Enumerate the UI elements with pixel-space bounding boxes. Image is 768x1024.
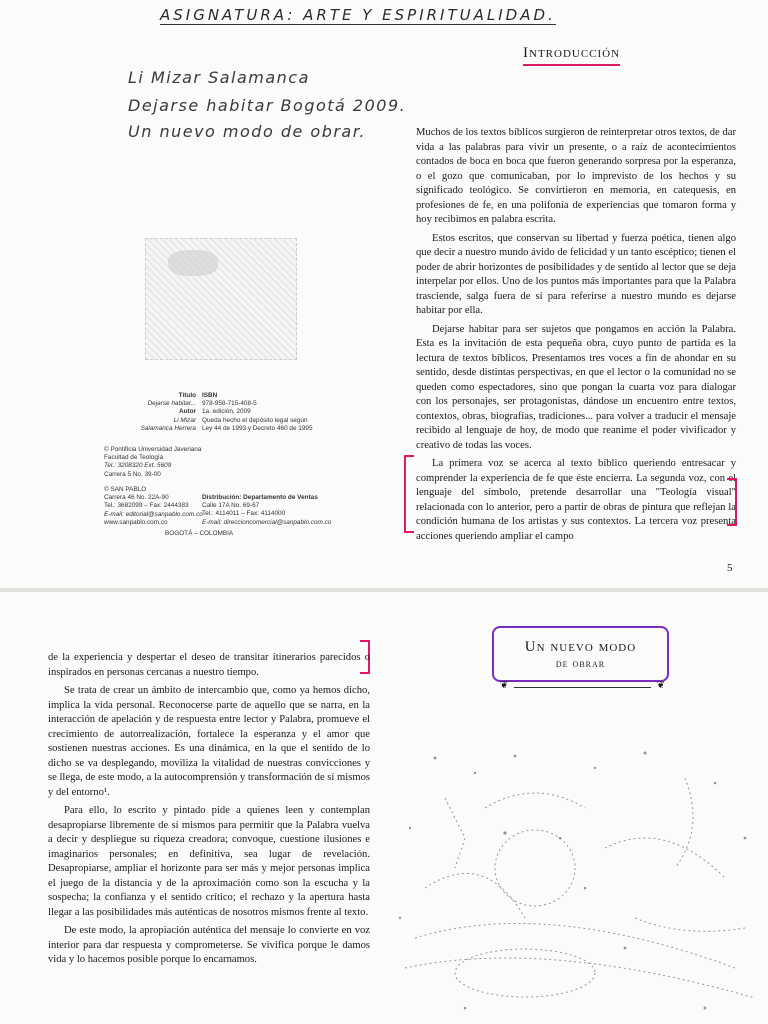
paragraph: Estos escritos, que conservan su libertad y fuerza poética, tienen algo que decir a nuestro mundo ávido de felicidad y un tanto escéptico; tienen el poder de abrir horizontes de posibilidades y de sentido al lector que se deja interpelar por ellos. Uno de los puntos más importantes para que la Palabra trasciende, salga fuera de sí para referirse a nuestro mundo es dejarse habitar por ella. [416,232,736,316]
handwritten-note-chapter: Un nuevo modo de obrar. [128,122,366,141]
handwritten-subject: ASIGNATURA: ARTE Y ESPIRITUALIDAD. [160,6,556,24]
paragraph: de la experiencia y despertar el deseo de transitar itinerarios parecidos o inspirados en personas cercanas a nuestro tiempo. [48,652,370,678]
chapter-title-box [492,626,669,682]
paragraph: Para ello, lo escrito y pintado pide a quienes leen y contemplan desapropiarse libremente de sí mismos para permitir que la Palabra vuelva a decir y despliegue su riqueza creadora; convoque, cuestione ilusiones e imaginarios personales; en definitiva, sea lugar de revelación. Desapropiarse, ampliar el horizonte para ser más y mejor personas implica el juego de la distancia y de la aproximación como son la escucha y la sospecha; la confianza y el sentido crítico; el rechazo y la apertura hasta llegar a las posibilidades más auténticas de nosotros mismos frente al texto. [48,805,370,918]
paragraph: De este modo, la apropiación auténtica del mensaje lo convierte en voz interior para dar respuesta y comprometerse. Se vivifica porque le damos vida y lo hacemos posible porque lo encarnamos. [48,925,370,965]
cover-image-detail [168,250,218,276]
city-line: BOGOTÁ – COLOMBIA [165,530,234,537]
paragraph: Se trata de crear un ámbito de intercambio que, como ya hemos dicho, implica la vida personal. Reconocerse parte de aquello que se narra, en la interacción de apelación y de respuesta entre lector y Palabra, promueve el crecimiento de autorrealización, fortalece la esperanza y el amor que sostienen nuestras acciones. Es una dinámica, en la que el sentido de lo dicho se va desplegando, moviliza la vitalidad de nuestras convicciones y se llega, de este modo, a la autocomprensión y transformación de sí mismos y del entorno¹. [48,685,370,798]
ornament-right-icon: ❦ [656,680,665,691]
page-number: 5 [727,562,733,574]
copyright-values: ISBN 978-958-715-408-5 1a. edición, 2009 Queda hecho el depósito legal según Ley 44 de 1993 y Decreto 460 de 1995 [202,392,313,432]
copyright-labels: Título Dejarse habitar... Autor Li Mizar Salamanca Herrera [140,392,196,432]
handwritten-note-book: Dejarse habitar Bogotá 2009. [128,96,407,115]
line-drawing-artwork [385,738,768,1024]
faded-cover-image [145,238,297,360]
paragraph: Muchos de los textos bíblicos surgieron de reinterpretar otros textos, de dar vida a las palabras para vivir un presente, o a raíz de acontecimientos contados de boca en boca que fueron generando sorpresa por la esperanza, o el gozo que comunicaban, por lo imprevisto de los hechos y su significado teológico. Se convirtieron en memoria, en catequesis, en profesiones de fe, en una polifonía de experiencias que tomaron forma y hoy recibimos en palabra escrita. [416,127,736,225]
ornament-rule [500,680,665,693]
section-title: Introducción [523,45,620,66]
handwritten-note-author: Li Mizar Salamanca [128,68,310,87]
ornament-left-icon: ❦ [500,680,509,691]
margin-bracket [404,455,414,533]
introduction-text [416,126,736,548]
chapter-title-line1: Un nuevo modo [524,639,637,655]
chapter-title-line2: de obrar [555,656,606,670]
paragraph: La primera voz se acerca al texto bíblico queriendo entresacar y comprender la experiencia de fe que éste encierra. La segunda voz, con el lenguaje del símbolo, pretende desarrollar una "Teología visual" relacionada con lo anterior, pero a partir de obras de pintura que reflejan la condición humana de los artistas y sus contextos. La tercera voz presenta acciones queriendo ampliar el campo [416,458,736,542]
paragraph: Dejarse habitar para ser sujetos que pongamos en acción la Palabra. Esta es la invitación de esta pequeña obra, cuyo punto de partida es la lectura de textos bíblicos. Presentamos tres voces a fin de ahondar en su sentido, desde distintas perspectivas, en que el lector o la comunidad no se queden como espectadores, sino que pongan la cuarta voz para dialogar con los personajes, ser protagonistas, dándose un encuentro entre textos, contextos, obras, biografías, tradiciones... para volver a traducir el mensaje recibido al lenguaje de hoy, de modo que reanime el poder vivificador y creativo de todas las voces. [416,323,736,451]
margin-bracket [727,478,737,526]
distribution-block: Distribución: Departamento de Ventas Calle 17A No. 69-67 Tel.: 4114011 – Fax: 4114000 E-mail: direccioncomercial@sanpablo.com.co [202,494,332,526]
press-block: © SAN PABLO Carrera 46 No. 22A-90 Tel.: 3682099 – Fax: 2444383 E-mail: editorial@sanpablo.com.co www.sanpablo.com.co [104,486,203,526]
publisher-block: © Pontificia Universidad Javeriana Facultad de Teología Tel.: 3208320 Ext. 5609 Carrera 5 No. 39-00 [104,446,202,478]
chapter-text [48,651,370,972]
